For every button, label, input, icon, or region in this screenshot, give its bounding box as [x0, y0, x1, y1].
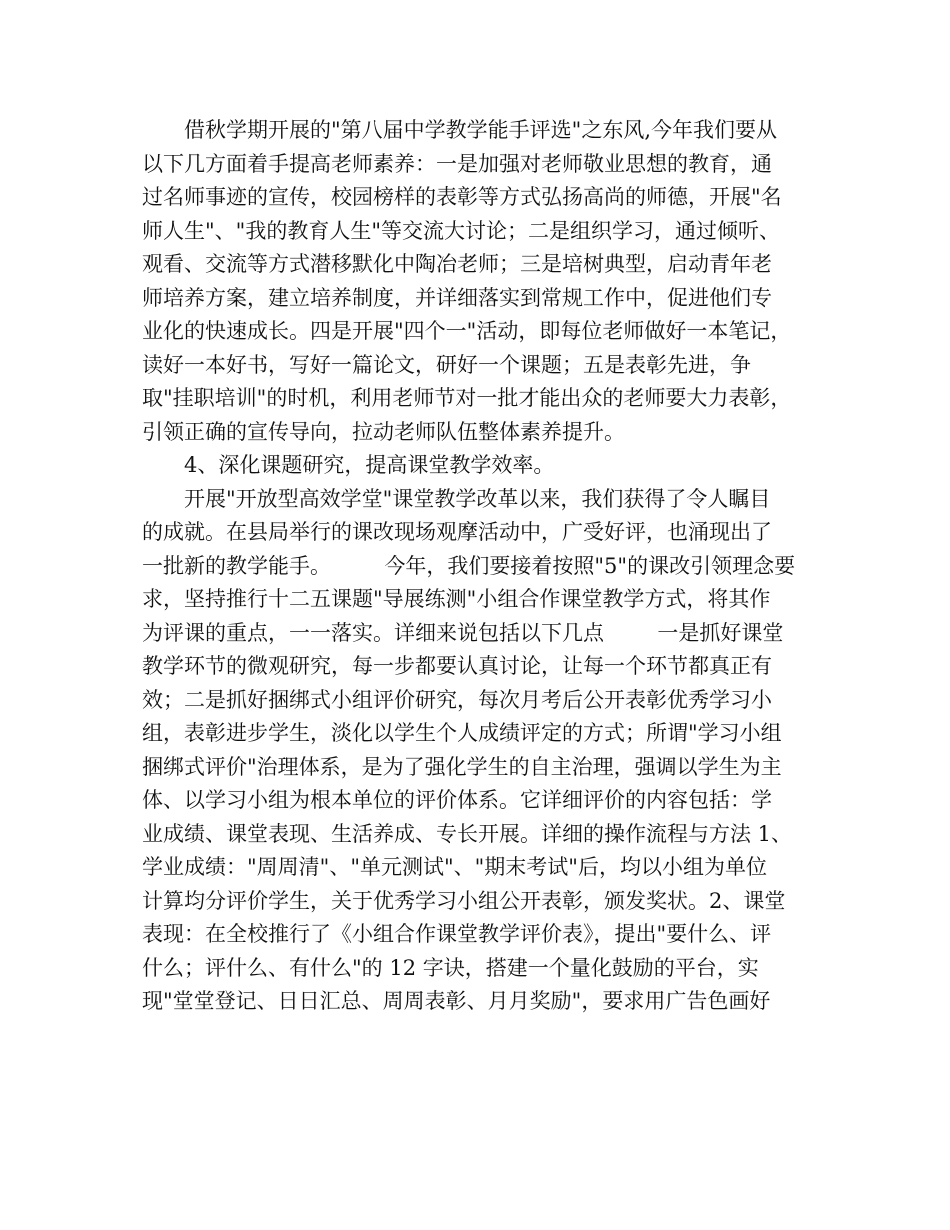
paragraph-line: 计算均分评价学生，关于优秀学习小组公开表彰，颁发奖状。2、课堂	[142, 888, 786, 913]
paragraph-line: 为评课的重点，一一落实。详细来说包括以下几点 一是抓好课堂	[142, 620, 784, 645]
paragraph-line: 师培养方案，建立培养制度，并详细落实到常规工作中，促进他们专	[142, 285, 772, 310]
paragraph-line: 取"挂职培训"的时机，利用老师节对一批才能出众的老师要大力表彰，	[142, 386, 792, 410]
paragraph-line: 学业成绩："周周清"、"单元测试"、"期末考试"后，均以小组为单位	[142, 855, 767, 879]
paragraph-line: 读好一本好书，写好一篇论文，研好一个课题；五是表彰先进，争	[142, 352, 751, 377]
paragraph-line: 开展"开放型高效学堂"课堂教学改革以来，我们获得了令人瞩目	[184, 486, 771, 511]
paragraph-line: 过名师事迹的宣传，校园榜样的表彰等方式弘扬高尚的师德，开展"名	[142, 185, 782, 209]
paragraph-line: 什么；评什么、有什么"的 12 字诀，搭建一个量化鼓励的平台，实	[142, 955, 759, 980]
paragraph-line: 现"堂堂登记、日日汇总、周周表彰、月月奖励"，要求用广告色画好	[142, 989, 771, 1013]
paragraph-line: 体、以学习小组为根本单位的评价体系。它详细评价的内容包括：学	[142, 788, 772, 812]
paragraph-line: 捆绑式评价"治理体系，是为了强化学生的自主治理，强调以学生为主	[142, 754, 782, 779]
document-body	[142, 114, 827, 1019]
paragraph-line: 教学环节的微观研究，每一步都要认真讨论，让每一个环节都真正有	[142, 654, 772, 678]
paragraph-line: 求，坚持推行十二五课题"导展练测"小组合作课堂教学方式，将其作	[142, 587, 771, 611]
paragraph-line: 组，表彰进步学生，淡化以学生个人成绩评定的方式；所谓"学习小组	[142, 721, 782, 745]
paragraph-line: 观看、交流等方式潜移默化中陶冶老师；三是培树典型，启动青年老	[142, 252, 772, 276]
section-heading: 4、深化课题研究，提高课堂教学效率。	[184, 453, 555, 477]
paragraph-line: 以下几方面着手提高老师素养：一是加强对老师敬业思想的教育，通	[142, 151, 772, 176]
paragraph-line: 效；二是抓好捆绑式小组评价研究，每次月考后公开表彰优秀学习小	[142, 687, 772, 712]
paragraph-line: 引领正确的宣传导向，拉动老师队伍整体素养提升。	[142, 419, 625, 444]
paragraph-line: 一批新的教学能手。 今年，我们要接着按照"5"的课改引领理念要	[142, 553, 796, 578]
paragraph-line: 业成绩、课堂表现、生活养成、专长开展。详细的操作流程与方法 1、	[142, 821, 793, 846]
paragraph-line: 借秋学期开展的"第八届中学教学能手评选"之东风,今年我们要从	[184, 118, 777, 142]
paragraph-line: 表现：在全校推行了《小组合作课堂教学评价表》，提出"要什么、评	[142, 922, 772, 946]
paragraph-line: 业化的快速成长。四是开展"四个一"活动，即每位老师做好一本笔记，	[142, 319, 792, 343]
paragraph-line: 的成就。在县局举行的课改现场观摩活动中，广受好评，也涌现出了	[142, 520, 772, 544]
paragraph-line: 师人生"、"我的教育人生"等交流大讨论；二是组织学习，通过倾听、	[142, 218, 780, 243]
